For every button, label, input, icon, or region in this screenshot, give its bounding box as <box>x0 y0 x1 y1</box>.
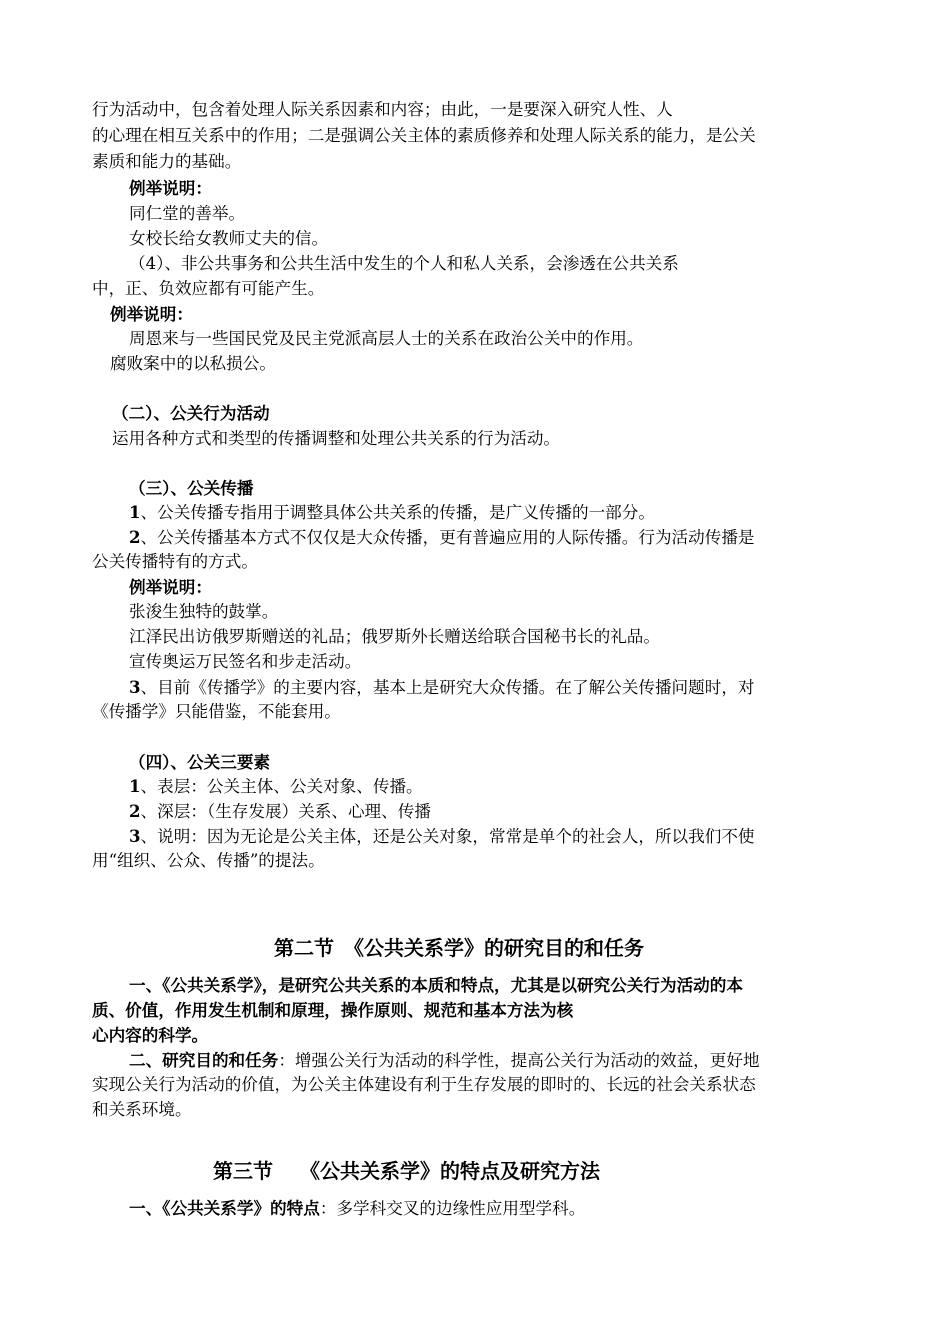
example-item: 周恩来与一些国民党及民主党派高层人士的关系在政治公关中的作用。 <box>129 329 644 348</box>
chapter-section-title: 第二节 《公共关系学》的研究目的和任务 <box>274 936 644 960</box>
item-text: 、深层：（生存发展）关系、心理、传播 <box>140 802 431 821</box>
item-number: 2 <box>129 801 141 821</box>
paragraph-line: （4）、非公共事务和公共生活中发生的个人和私人关系，会渗透在公共关系 <box>129 254 679 273</box>
paragraph-line: 和关系环境。 <box>92 1100 192 1119</box>
example-item: 宣传奥运万民签名和步走活动。 <box>129 652 362 671</box>
paragraph-line: 用“组织、公众、传播”的提法。 <box>92 851 325 870</box>
chapter-section-title: 第三节 《公共关系学》的特点及研究方法 <box>213 1159 600 1183</box>
item-number: 3 <box>129 677 141 697</box>
section-heading: （四）、公关三要素 <box>129 752 271 772</box>
goal-text: ：增强公关行为活动的科学性，提高公关行为活动的效益，更好地 <box>278 1051 760 1070</box>
example-item: 女校长给女教师丈夫的信。 <box>129 229 329 248</box>
list-item <box>129 800 431 823</box>
item-text: 、公关传播专指用于调整具体公共关系的传播，是广义传播的一部分。 <box>140 503 655 522</box>
feature-line <box>129 1197 585 1220</box>
item-text: 、表层：公关主体、公关对象、传播。 <box>140 777 423 796</box>
paragraph-line: 实现公关行为活动的价值，为公关主体建设有利于生存发展的即时的、长远的社会关系状态 <box>92 1075 756 1094</box>
item-number: 1 <box>129 776 141 796</box>
example-item: 张浚生独特的鼓掌。 <box>129 602 279 621</box>
example-item: 腐败案中的以私损公。 <box>110 354 276 373</box>
definition-line: 质、价值，作用发生机制和原理，操作原则、规范和基本方法为核 <box>92 1000 574 1020</box>
paragraph-line: 行为活动中，包含着处理人际关系因素和内容；由此，一是要深入研究人性、人 <box>92 100 673 119</box>
list-item <box>129 676 755 699</box>
list-item <box>129 775 423 798</box>
goal-label: 二、研究目的和任务 <box>129 1050 279 1070</box>
paragraph-line: 运用各种方式和类型的传播调整和处理公共关系的行为活动。 <box>112 429 561 448</box>
item-text: 、目前《传播学》的主要内容，基本上是研究大众传播。在了解公关传播问题时，对 <box>140 678 755 697</box>
section-heading: （三）、公关传播 <box>129 478 254 498</box>
example-label: 例举说明： <box>129 577 212 597</box>
item-text: 、公关传播基本方式不仅仅是大众传播，更有普遍应用的人际传播。行为活动传播是 <box>140 528 755 547</box>
paragraph-line: 素质和能力的基础。 <box>92 152 242 171</box>
paragraph-line: 公关传播特有的方式。 <box>92 552 258 571</box>
item-number: 3 <box>129 826 141 846</box>
example-item: 江泽民出访俄罗斯赠送的礼品；俄罗斯外长赠送给联合国秘书长的礼品。 <box>129 627 660 646</box>
list-item <box>129 825 755 848</box>
section-heading: （二）、公关行为活动 <box>112 403 270 423</box>
item-text: 、说明：因为无论是公关主体，还是公关对象，常常是单个的社会人，所以我们不使 <box>140 827 755 846</box>
definition-line: 心内容的科学。 <box>92 1025 209 1045</box>
paragraph-line: 《传播学》只能借鉴，不能套用。 <box>92 702 341 721</box>
list-item <box>129 501 655 524</box>
paragraph-line: 中，正、负效应都有可能产生。 <box>92 279 325 298</box>
feature-label: 一、《公共关系学》的特点 <box>129 1198 320 1218</box>
item-number: 1 <box>129 502 141 522</box>
list-item <box>129 526 755 549</box>
paragraph-line: 的心理在相互关系中的作用；二是强调公关主体的素质修养和处理人际关系的能力，是公关 <box>92 126 756 145</box>
item-number: 2 <box>129 527 141 547</box>
goal-line <box>129 1049 760 1072</box>
example-label: 例举说明： <box>110 304 193 324</box>
definition-line: 一、《公共关系学》，是研究公共关系的本质和特点，尤其是以研究公关行为活动的本 <box>129 975 743 995</box>
example-item: 同仁堂的善举。 <box>129 204 246 223</box>
example-label: 例举说明： <box>129 178 212 198</box>
feature-text: ：多学科交叉的边缘性应用型学科。 <box>319 1199 586 1218</box>
